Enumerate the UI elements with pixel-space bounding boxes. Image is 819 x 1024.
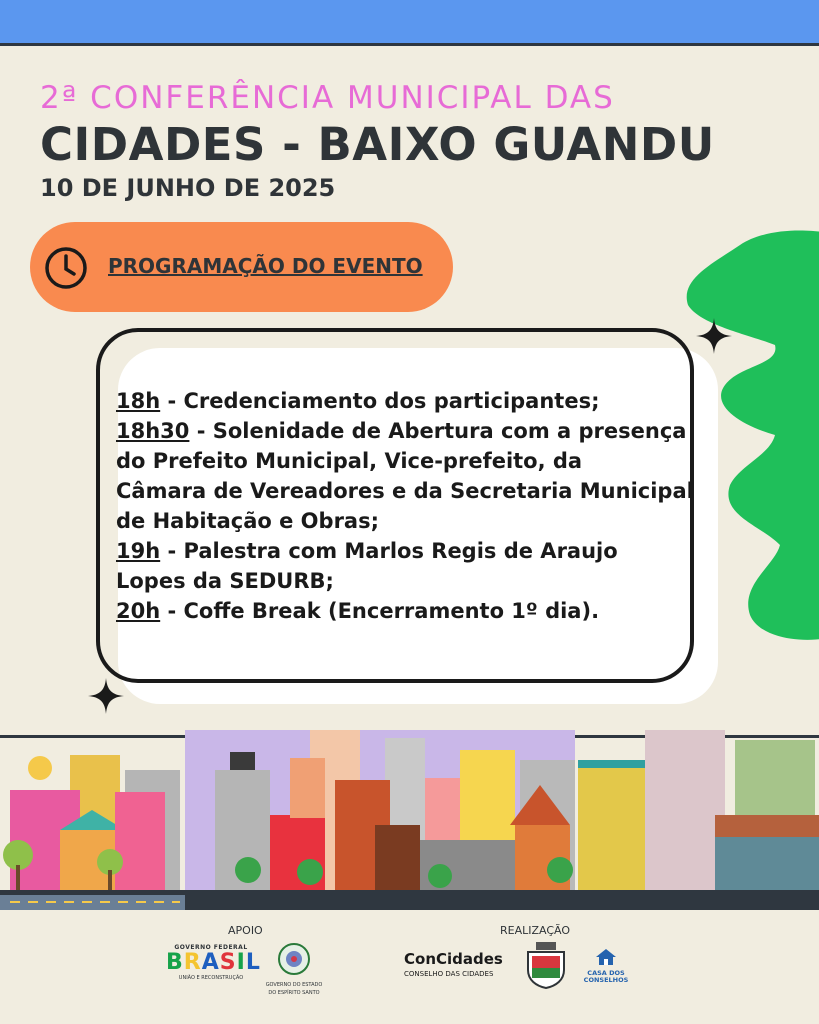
gov-es-logo <box>264 942 324 1002</box>
casa-line2: CONSELHOS <box>583 976 629 984</box>
schedule-line <box>116 596 701 626</box>
apoio-label: APOIO <box>228 924 263 937</box>
es-crest-icon <box>277 942 311 976</box>
schedule-list <box>116 386 701 626</box>
gov-federal-top: GOVERNO FEDERAL <box>174 944 248 951</box>
schedule-line: de Habitação e Obras; <box>116 509 379 533</box>
realizacao-label: REALIZAÇÃO <box>500 924 571 937</box>
concidades-sub: CONSELHO DAS CIDADES <box>404 970 494 978</box>
schedule-desc: - Coffe Break (Encerramento 1º dia). <box>160 599 600 623</box>
schedule-line <box>116 536 701 566</box>
casa-line1: CASA DOS <box>587 969 625 977</box>
program-label: PROGRAMAÇÃO DO EVENTO <box>108 254 423 278</box>
title-line-2: CIDADES - BAIXO GUANDU <box>40 118 715 171</box>
title-line-1: 2ª CONFERÊNCIA MUNICIPAL DAS <box>40 80 615 116</box>
schedule-line: Câmara de Vereadores e da Secretaria Municipal <box>116 479 694 503</box>
municipal-crest-icon <box>522 940 570 990</box>
schedule-line <box>116 386 701 416</box>
schedule-time: 18h30 <box>116 419 190 443</box>
gov-es-line2: DO ESPÍRITO SANTO <box>268 990 320 996</box>
city-skyline-illustration <box>0 730 819 920</box>
clock-icon <box>42 244 90 292</box>
schedule-desc: - Palestra com Marlos Regis de Araujo <box>160 539 618 563</box>
schedule-time: 18h <box>116 389 161 413</box>
schedule-desc: - Solenidade de Abertura com a presença <box>189 419 687 443</box>
casa-dos-conselhos-logo <box>580 948 632 984</box>
concidades-name: ConCidades <box>404 950 503 968</box>
schedule-line: do Prefeito Municipal, Vice-prefeito, da <box>116 449 583 473</box>
schedule-time: 20h <box>116 599 161 623</box>
concidades-logo <box>404 950 514 978</box>
top-bar <box>0 0 819 46</box>
gov-federal-word: BRASIL <box>166 950 261 975</box>
sparkle-icon <box>696 318 732 354</box>
schedule-line: Lopes da SEDURB; <box>116 569 334 593</box>
gov-federal-logo <box>166 944 261 990</box>
schedule-time: 19h <box>116 539 161 563</box>
gov-es-line1: GOVERNO DO ESTADO <box>265 982 323 988</box>
schedule-line <box>116 416 701 446</box>
schedule-desc: - Credenciamento dos participantes; <box>160 389 600 413</box>
house-icon <box>595 948 617 966</box>
sparkle-icon <box>88 678 124 714</box>
event-date: 10 DE JUNHO DE 2025 <box>40 174 336 202</box>
gov-federal-sub: UNIÃO E RECONSTRUÇÃO <box>178 975 244 981</box>
